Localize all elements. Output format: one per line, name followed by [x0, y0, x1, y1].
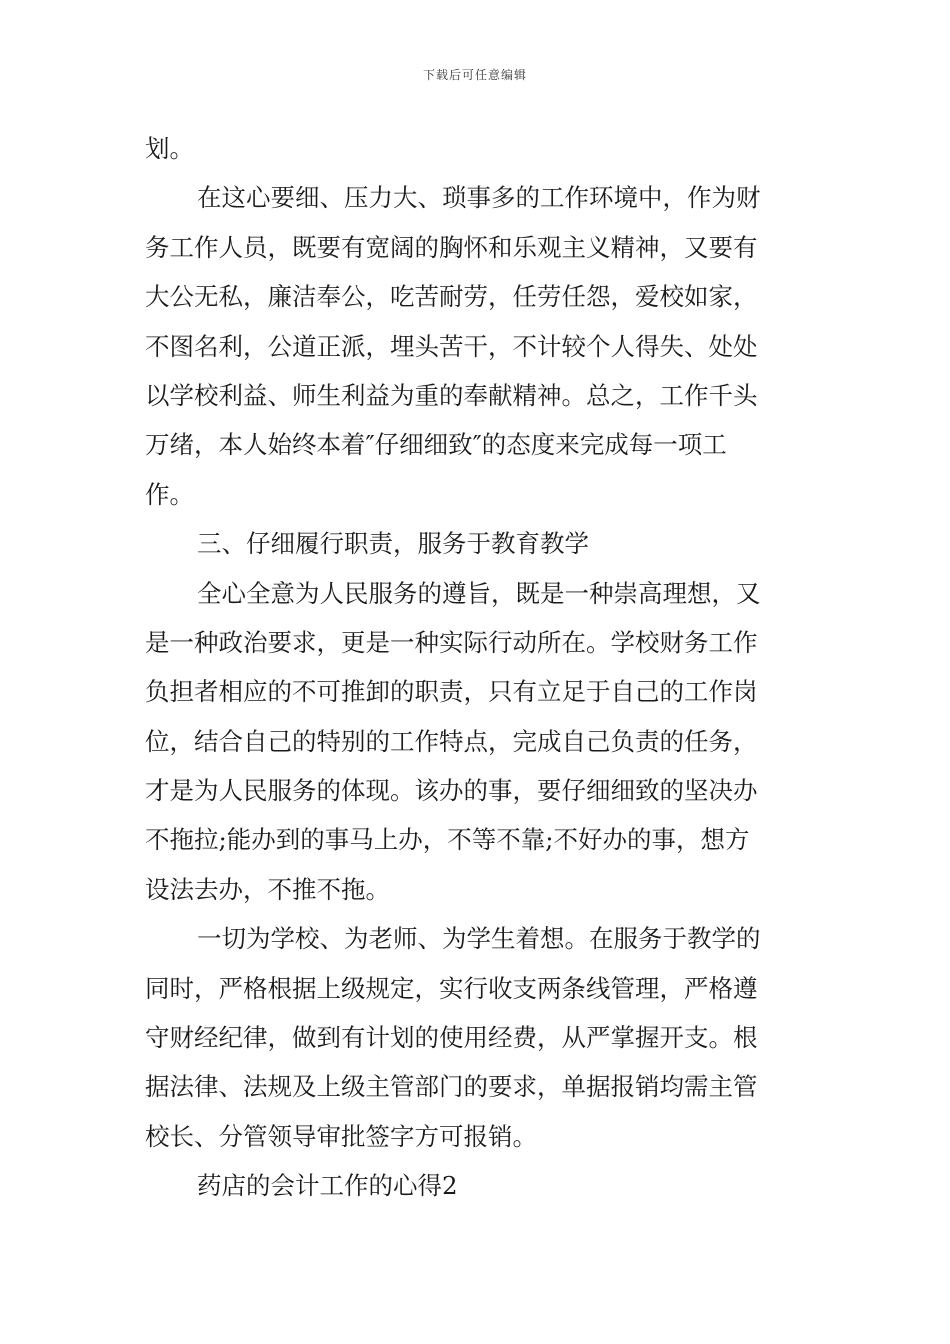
body-line: 大公无私，廉洁奉公，吃苦耐劳，任劳任怨，爱校如家， — [145, 282, 758, 312]
body-line: 据法律、法规及上级主管部门的要求，单据报销均需主管 — [145, 1072, 758, 1102]
body-line: 作。 — [145, 479, 194, 509]
body-line: 不图名利，公道正派，埋头苦干，不计较个人得失、处处 — [145, 331, 758, 361]
body-line: 守财经纪律，做到有计划的使用经费，从严掌握开支。根 — [145, 1023, 758, 1053]
body-line: 设法去办，不推不拖。 — [145, 874, 390, 904]
paragraph-start-line: 在这心要细、压力大、琐事多的工作环境中，作为财 — [197, 183, 761, 213]
body-line: 同时，严格根据上级规定，实行收支两条线管理，严格遵 — [145, 973, 758, 1003]
body-line: 校长、分管领导审批签字方可报销。 — [145, 1121, 537, 1151]
body-line: 位，结合自己的特别的工作特点，完成自己负责的任务， — [145, 726, 758, 756]
body-line: 以学校利益、师生利益为重的奉献精神。总之，工作千头 — [145, 380, 758, 410]
body-line: 万绪，本人始终本着″仔细细致″的态度来完成每一项工 — [145, 430, 727, 460]
paragraph-start-line: 一切为学校、为老师、为学生着想。在服务于教学的 — [197, 924, 761, 954]
body-line: 务工作人员，既要有宽阔的胸怀和乐观主义精神，又要有 — [145, 232, 758, 262]
body-line: 是一种政治要求，更是一种实际行动所在。学校财务工作 — [145, 627, 758, 657]
body-line: 负担者相应的不可推卸的职责，只有立足于自己的工作岗 — [145, 677, 758, 707]
body-line: 不拖拉;能办到的事马上办，不等不靠;不好办的事，想方 — [145, 825, 750, 855]
body-line: 才是为人民服务的体现。该办的事，要仔细细致的坚决办 — [145, 776, 758, 806]
document-subtitle: 药店的会计工作的心得2 — [197, 1171, 458, 1201]
document-body — [145, 124, 810, 1211]
header-note: 下载后可任意编辑 — [422, 68, 527, 82]
section-heading: 三、仔细履行职责，服务于教育教学 — [197, 529, 589, 559]
paragraph-start-line: 全心全意为人民服务的遵旨，既是一种崇高理想，又 — [197, 578, 761, 608]
body-line: 划。 — [145, 134, 194, 163]
